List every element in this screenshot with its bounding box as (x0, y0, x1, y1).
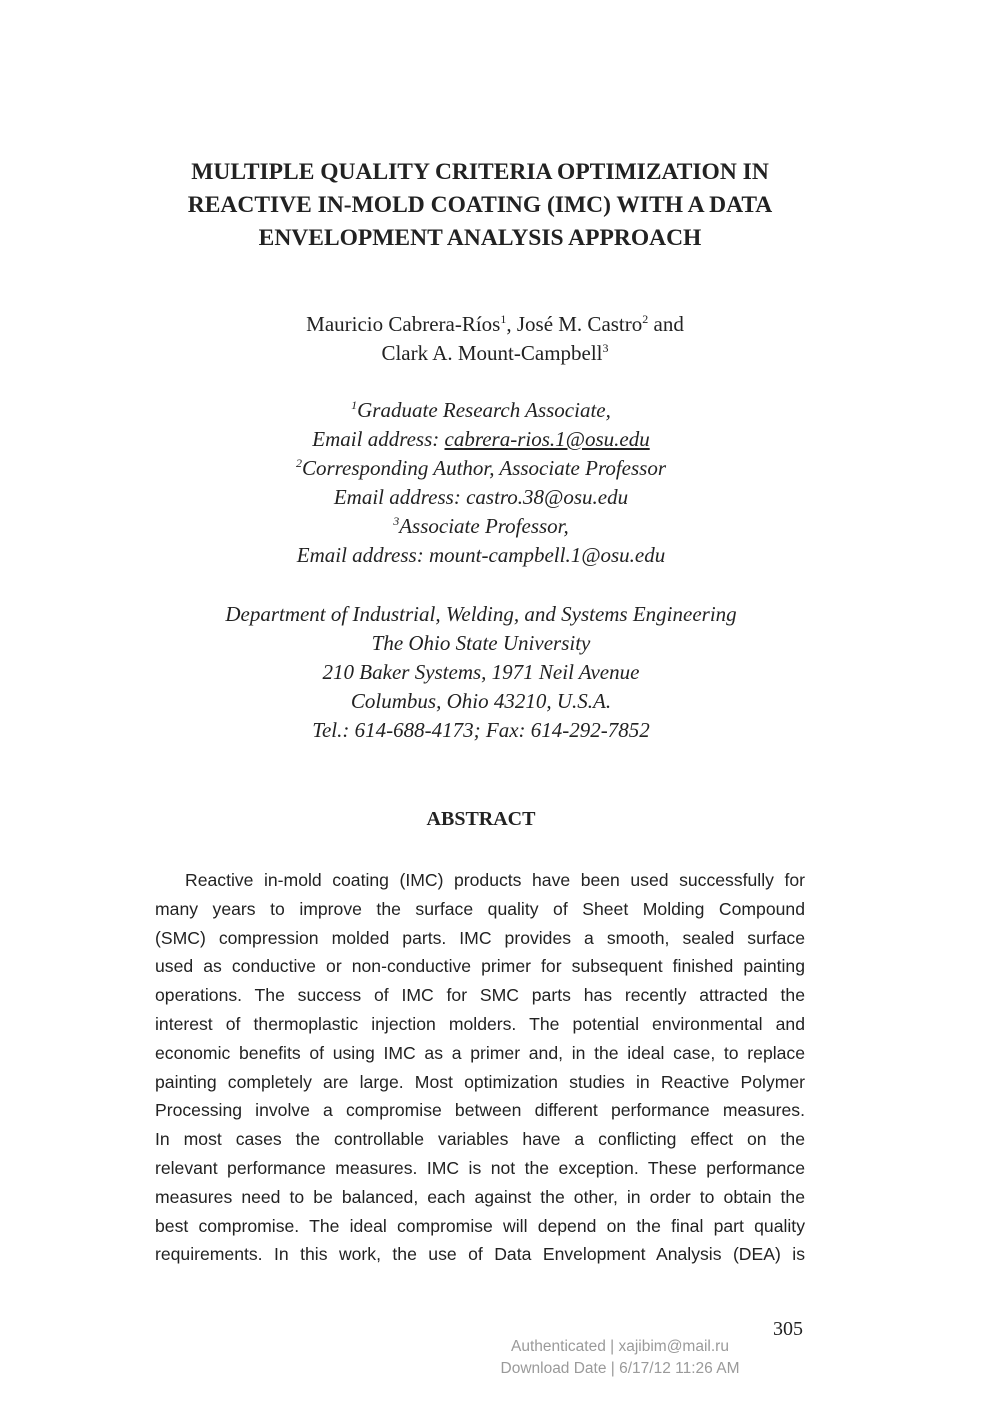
abstract-line: (SMC) compression molded parts. IMC provides a smooth, sealed surface (155, 927, 805, 948)
author-name: José M. Castro (516, 312, 643, 336)
abstract-line: operations. The success of IMC for SMC parts has recently attracted the (155, 985, 805, 1006)
abstract-line: painting completely are large. Most optimization studies in Reactive Polymer (155, 1071, 805, 1092)
author-name: Clark A. Mount-Campbell (381, 341, 603, 365)
title-line: MULTIPLE QUALITY CRITERIA OPTIMIZATION IN (191, 159, 769, 185)
watermark-line-2: Download Date | 6/17/12 11:26 AM (500, 1360, 740, 1377)
email-link[interactable]: cabrera-rios.1@osu.edu (444, 427, 650, 451)
author-separator: and (648, 312, 684, 336)
email-label: Email address: (312, 427, 445, 451)
author-superscript: 3 (602, 341, 609, 355)
abstract-line: Reactive in-mold coating (IMC) products have been used successfully for (185, 870, 805, 890)
abstract-body (155, 866, 805, 1269)
department-line: Tel.: 614-688-4173; Fax: 614-292-7852 (312, 718, 650, 742)
affiliation-superscript: 1 (351, 398, 358, 412)
abstract-line: In most cases the controllable variables have a conflicting effect on the (155, 1129, 805, 1150)
affiliation-role (120, 396, 842, 425)
affiliation-role (120, 512, 842, 541)
affiliation-email (120, 483, 842, 512)
author-line-1 (120, 310, 870, 339)
author-list (120, 310, 870, 368)
affiliation-role-text: Corresponding Author, Associate Professor (301, 456, 667, 480)
paper-title (120, 156, 840, 255)
author-line-2 (120, 339, 870, 368)
affiliations (120, 396, 842, 570)
affiliation-role (120, 454, 842, 483)
page-number: 305 (773, 1318, 803, 1340)
department-block (120, 600, 842, 745)
abstract-line: used as conductive or non-conductive primer for subsequent finished painting (155, 956, 805, 977)
title-line: ENVELOPMENT ANALYSIS APPROACH (258, 225, 702, 251)
abstract-heading: ABSTRACT (426, 808, 536, 830)
watermark-line-1: Authenticated | xajibim@mail.ru (511, 1338, 729, 1355)
email-label: Email address: (296, 543, 429, 567)
affiliation-superscript: 3 (393, 514, 400, 528)
affiliation-role-text: Associate Professor, (399, 514, 569, 538)
title-line: REACTIVE IN-MOLD COATING (IMC) WITH A DATA (187, 192, 773, 218)
department-line: 210 Baker Systems, 1971 Neil Avenue (322, 660, 640, 684)
email-address: mount-campbell.1@osu.edu (428, 543, 666, 567)
affiliation-superscript: 2 (295, 456, 302, 470)
download-watermark (470, 1336, 770, 1380)
author-superscript: 1 (500, 312, 507, 326)
author-name: Mauricio Cabrera-Ríos (306, 312, 501, 336)
department-line: Department of Industrial, Welding, and Systems Engineering (225, 602, 737, 626)
abstract-line: relevant performance measures. IMC is not the exception. These performance (155, 1157, 805, 1178)
author-superscript: 2 (642, 312, 649, 326)
abstract-line: Processing involve a compromise between different performance measures. (155, 1100, 805, 1121)
abstract-line: best compromise. The ideal compromise will depend on the final part quality (155, 1215, 805, 1236)
email-label: Email address: (333, 485, 467, 509)
affiliation-email (120, 541, 842, 570)
abstract-line: requirements. In this work, the use of Data Envelopment Analysis (DEA) is (155, 1244, 805, 1265)
abstract-line: interest of thermoplastic injection molders. The potential environmental and (155, 1013, 805, 1034)
abstract-line: many years to improve the surface quality of Sheet Molding Compound (155, 898, 805, 919)
author-separator: , (506, 312, 517, 336)
abstract-line: measures need to be balanced, each against the other, in order to obtain the (155, 1186, 805, 1207)
affiliation-role-text: Graduate Research Associate, (357, 398, 611, 422)
department-line: The Ohio State University (371, 631, 591, 655)
email-address: castro.38@osu.edu (466, 485, 629, 509)
affiliation-email (120, 425, 842, 454)
department-line: Columbus, Ohio 43210, U.S.A. (350, 689, 612, 713)
abstract-line: economic benefits of using IMC as a primer and, in the ideal case, to replace (155, 1042, 805, 1063)
